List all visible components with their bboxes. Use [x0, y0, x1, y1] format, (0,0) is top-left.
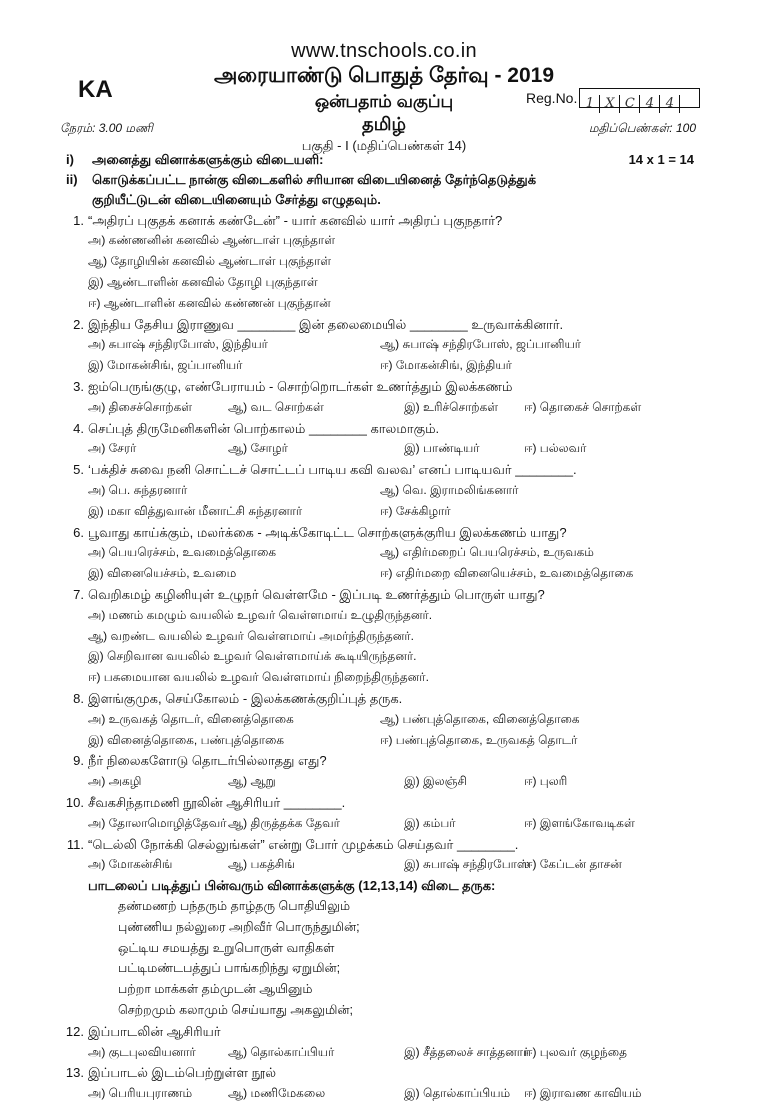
exam-title: அரையாண்டு பொதுத் தேர்வு - 2019: [213, 64, 555, 87]
answer-option: இ) ஆண்டாளின் கனவில் தோழி புகுந்தாள்: [88, 274, 318, 289]
answer-option: அ) உருவகத் தொடர், வினைத்தொகை: [88, 711, 294, 726]
answer-option: அ) தோலாமொழித்தேவர்: [88, 815, 227, 830]
answer-option: அ) மணம் கமழும் வயலில் உழவர் வெள்ளமாய் உழுதிருந்தனர்.: [88, 607, 433, 622]
subject-label: தமிழ்: [362, 114, 406, 134]
reg-digit: 4: [660, 95, 680, 113]
answer-option: ஈ) பல்லவர்: [524, 441, 587, 456]
answer-option: இ) இலஞ்சி: [404, 774, 467, 789]
question-number: 13.: [65, 1065, 84, 1081]
question-text: “அதிரப் புகுதக் கனாக் கண்டேன்” - யார் கனவில் யார் அதிரப் புகுநதார்?: [88, 212, 503, 228]
answer-option: ஈ) இளங்கோவடிகள்: [524, 815, 635, 830]
instruction-score: 14 x 1 = 14: [628, 152, 694, 167]
answer-option: ஆ) ஆறு: [228, 774, 276, 789]
answer-option: ஈ) தொகைச் சொற்கள்: [524, 399, 642, 414]
question-text: ஐம்பெருங்குழு, எண்பேராயம் - சொற்றொடர்கள் உணர்த்தும் இலக்கணம்: [88, 378, 513, 394]
answer-option: அ) மோகன்சிங்: [88, 857, 173, 872]
question-number: 5.: [73, 462, 84, 478]
question-number: 2.: [73, 316, 84, 332]
answer-option: ஆ) தொல்காப்பியர்: [228, 1044, 335, 1059]
question-text: பூவாது காய்க்கும், மலர்க்கை - அடிக்கோடிட்ட சொற்களுக்குரிய இலக்கணம் யாது?: [88, 524, 567, 540]
answer-option: ஈ) கேப்டன் தாசன்: [524, 857, 622, 872]
question-text: சீவகசிந்தாமணி நூலின் ஆசிரியர் ________.: [88, 794, 346, 810]
answer-option: ஆ) சுபாஷ் சந்திரபோஸ், ஜப்பானியர்: [380, 337, 581, 352]
poem-line: தண்மணற் பந்தரும் தாழ்தரு பொதியிலும்: [118, 898, 351, 913]
answer-option: இ) வினையெச்சம், உவமை: [88, 566, 237, 581]
answer-option: ஆ) பண்புத்தொகை, வினைத்தொகை: [380, 711, 580, 726]
answer-option: இ) வினைத்தொகை, பண்புத்தொகை: [88, 732, 284, 747]
answer-option: அ) பெ. சுந்தரனார்: [88, 482, 188, 497]
answer-option: இ) மோகன்சிங், ஜப்பானியர்: [88, 358, 243, 373]
answer-option: ஈ) ஆண்டாளின் கனவில் கண்ணன் புகுந்தான்: [88, 295, 331, 310]
reg-digit: 4: [640, 95, 660, 113]
question-number: 1.: [73, 212, 84, 228]
answer-option: ஈ) சேக்கிழார்: [380, 503, 451, 518]
question-number: 10.: [65, 794, 84, 810]
reg-digit: [680, 89, 699, 107]
answer-option: அ) கண்ணனின் கனவில் ஆண்டாள் புகுந்தாள்: [88, 233, 336, 248]
answer-option: அ) குடபுலவியனார்: [88, 1044, 196, 1059]
instruction-number: ii): [66, 172, 78, 188]
answer-option: இ) பாண்டியர்: [404, 441, 480, 456]
answer-option: ஈ) எதிர்மறை வினையெச்சம், உவமைத்தொகை: [380, 566, 634, 581]
instruction-text: கொடுக்கப்பட்ட நான்கு விடைகளில் சரியான விடையினைத் தேர்ந்தெடுத்துக்: [92, 172, 537, 188]
answer-option: அ) சுபாஷ் சந்திரபோஸ், இந்தியர்: [88, 337, 268, 352]
question-number: 3.: [73, 378, 84, 394]
answer-option: ஆ) திருத்தக்க தேவர்: [228, 815, 340, 830]
answer-option: ஈ) மோகன்சிங், இந்தியர்: [380, 358, 512, 373]
instruction-number: i): [66, 152, 74, 167]
question-text: வெறிகமழ் கழினியுள் உழுநர் வெள்ளமே - இப்படி உணர்த்தும் பொருள் யாது?: [88, 586, 545, 602]
grade-label: ஒன்பதாம் வகுப்பு: [314, 92, 454, 111]
question-number: 7.: [73, 586, 84, 602]
question-text: இந்திய தேசிய இராணுவ ________ இன் தலைமையில் ________ உருவாக்கினார்.: [88, 316, 564, 332]
part-heading: பகுதி - I (மதிப்பெண்கள் 14): [301, 138, 467, 153]
answer-option: ஈ) பசுமையான வயலில் உழவர் வெள்ளமாய் நிறைந்திருந்தனர்.: [88, 670, 429, 685]
question-text: இளங்குமுக, செய்கோலம் - இலக்கணக்குறிப்புத் தருக.: [88, 690, 403, 706]
answer-option: ஆ) தோழியின் கனவில் ஆண்டாள் புகுந்தாள்: [88, 254, 332, 269]
poem-line: ஒட்டிய சமயத்து உறுபொருள் வாதிகள்: [118, 940, 335, 955]
question-text: ‘பக்திச் சுவை நனி சொட்டச் சொட்டப் பாடிய கவி வலவ’ எனப் பாடியவர் ________.: [88, 462, 577, 478]
reg-label: Reg.No.: [526, 90, 578, 106]
exam-time: நேரம்: 3.00 மணி: [60, 121, 153, 135]
answer-option: இ) மகா வித்துவான் மீனாட்சி சுந்தரனார்: [88, 503, 303, 518]
poem-line: செற்றமும் கலாமும் செய்யாது அகலுமின்;: [118, 1002, 353, 1017]
answer-option: அ) பெயரெச்சம், உவமைத்தொகை: [88, 545, 277, 560]
reg-digit: 1: [580, 95, 600, 113]
series-code: KA: [78, 76, 113, 103]
instruction-text: குறியீட்டுடன் விடையினையும் சேர்த்து எழுதவும்.: [92, 192, 381, 208]
question-number: 9.: [73, 753, 84, 769]
answer-option: அ) அகழி: [88, 774, 142, 789]
question-number: 12.: [65, 1023, 84, 1039]
answer-option: இ) சுபாஷ் சந்திரபோஸ்: [404, 857, 530, 872]
poem-line: பற்றா மாக்கள் தம்முடன் ஆயினும்: [118, 982, 313, 997]
question-text: இப்பாடல் இடம்பெற்றுள்ள நூல்: [88, 1065, 277, 1081]
question-number: 8.: [73, 690, 84, 706]
question-text: செப்புத் திருமேனிகளின் பொற்காலம் ________ காலமாகும்.: [88, 420, 440, 436]
answer-option: ஆ) பகத்சிங்: [228, 857, 295, 872]
answer-option: அ) பெரியபுராணம்: [88, 1086, 193, 1101]
max-marks: மதிப்பெண்கள்: 100: [588, 121, 696, 135]
reg-digit: X: [600, 95, 620, 113]
answer-option: ஈ) இராவண காவியம்: [524, 1086, 642, 1101]
answer-option: இ) சீத்தலைச் சாத்தனார்: [404, 1044, 530, 1059]
answer-option: ஈ) பண்புத்தொகை, உருவகத் தொடர்: [380, 732, 578, 747]
instruction-text: அனைத்து வினாக்களுக்கும் விடையளி:: [92, 152, 324, 167]
question-number: 11.: [66, 836, 84, 852]
question-text: “டெல்லி நோக்கி செல்லுங்கள்” என்று போர் முழக்கம் செய்தவர் ________.: [88, 836, 519, 852]
question-number: 6.: [73, 524, 84, 540]
passage-instruction: பாடலைப் படித்துப் பின்வரும் வினாக்களுக்கு (12,13,14) விடை தருக:: [88, 878, 496, 894]
answer-option: இ) உரிச்சொற்கள்: [404, 399, 499, 414]
poem-line: பட்டிமண்டபத்துப் பாங்கறிந்து ஏறுமின்;: [118, 961, 341, 976]
answer-option: இ) செறிவான வயலில் உழவர் வெள்ளமாய்க் கூடியிருந்தனர்.: [88, 649, 417, 664]
answer-option: ஈ) புலரி: [524, 774, 568, 789]
website-url: www.tnschools.co.in: [291, 40, 477, 62]
question-text: இப்பாடலின் ஆசிரியர்: [88, 1023, 221, 1039]
answer-option: இ) தொல்காப்பியம்: [404, 1086, 511, 1101]
answer-option: ஈ) புலவர் குழந்தை: [524, 1044, 627, 1059]
reg-boxes: [579, 88, 700, 111]
answer-option: ஆ) எதிர்மறைப் பெயரெச்சம், உருவகம்: [380, 545, 594, 560]
reg-digit: C: [620, 95, 640, 113]
answer-option: இ) கம்பர்: [404, 815, 456, 830]
question-number: 4.: [73, 420, 84, 436]
question-text: நீர் நிலைகளோடு தொடர்பில்லாதது எது?: [88, 753, 327, 769]
answer-option: ஆ) வட சொற்கள்: [228, 399, 324, 414]
answer-option: ஆ) வறண்ட வயலில் உழவர் வெள்ளமாய் அமர்ந்திருந்தனர்.: [88, 628, 414, 643]
answer-option: ஆ) வெ. இராமலிங்கனார்: [380, 482, 519, 497]
poem-line: புண்ணிய நல்லுரை அறிவீர் பொருந்துமின்;: [118, 919, 360, 934]
answer-option: அ) சேரர்: [88, 441, 137, 456]
answer-option: ஆ) மணிமேகலை: [228, 1086, 326, 1101]
answer-option: ஆ) சோழர்: [228, 441, 288, 456]
answer-option: அ) திசைச்சொற்கள்: [88, 399, 193, 414]
reg-number-field: [526, 88, 700, 111]
